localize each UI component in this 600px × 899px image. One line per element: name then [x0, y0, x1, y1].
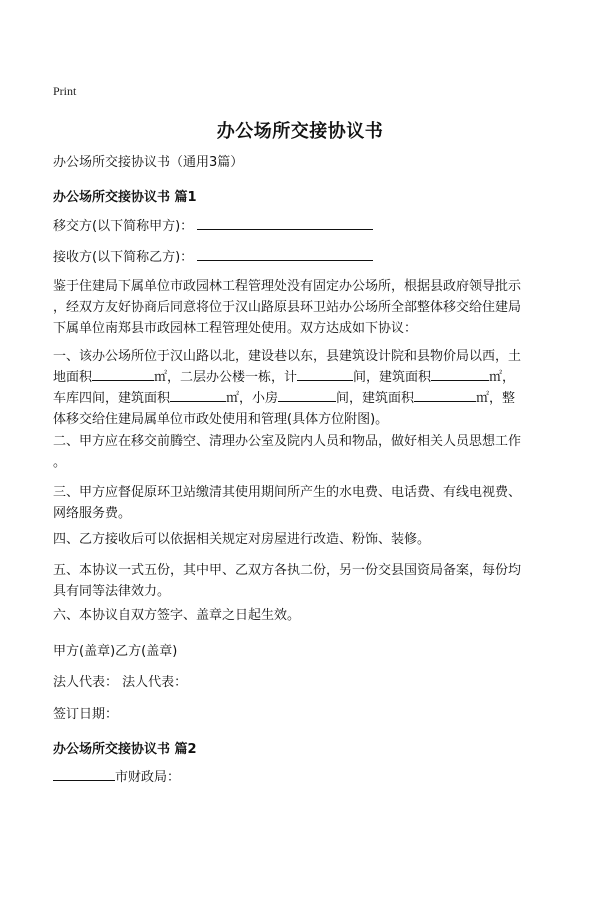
building-area-label: 间，建筑面积 [353, 370, 432, 385]
intro-line: ，经双方友好协商后同意将位于汉山路原县环卫站办公场所全部整体移交给住建局 [53, 300, 522, 315]
clause-3 [53, 482, 549, 524]
clause5-line: 五、本协议一式五份，其中甲、乙双方各执二份，另一份交县国资局备案，每份均 [53, 563, 522, 578]
unit-text: ㎡， [489, 370, 516, 385]
clause1-line: 体移交给住建局属单位市政处使用和管理(具体方位附图)。 [53, 412, 389, 427]
document-subtitle: 办公场所交接协议书（通用3篇） [53, 155, 244, 170]
legal-rep-line: 法人代表： 法人代表： [53, 675, 188, 690]
clause-2 [53, 431, 549, 473]
land-area-label: 地面积 [53, 370, 93, 385]
garage-area-blank[interactable] [170, 389, 226, 402]
transferor-blank[interactable] [197, 217, 373, 230]
intro-line: 下属单位南郑县市政园林工程管理处使用。双方达成如下协议： [53, 321, 418, 336]
section1-heading: 办公场所交接协议书 篇1 [53, 190, 197, 205]
clause-4: 四、乙方接收后可以依据相关规定对房屋进行改造、粉饰、装修。 [53, 532, 431, 547]
small-house-count-blank[interactable] [278, 389, 336, 402]
receiver-blank[interactable] [197, 248, 373, 261]
unit-text-2: ㎡，整 [476, 391, 516, 406]
clause1-line [53, 367, 549, 388]
seal-line: 甲方(盖章)乙方(盖章) [53, 644, 178, 659]
clause2-line: 二、甲方应在移交前腾空、清理办公室及院内人员和物品，做好相关人员思想工作 [53, 434, 522, 449]
clause3-line: 网络服务费。 [53, 506, 132, 521]
clause-1 [53, 346, 549, 430]
addressee-blank[interactable] [53, 768, 115, 781]
signing-date-line: 签订日期： [53, 707, 119, 722]
clause3-line: 三、甲方应督促原环卫站缴清其使用期间所产生的水电费、电话费、有线电视费、 [53, 485, 522, 500]
intro-paragraph [53, 276, 549, 339]
addressee-line [53, 767, 180, 788]
intro-line: 鉴于住建局下属单位市政园林工程管理处没有固定办公场所，根据县政府领导批示 [53, 279, 522, 294]
transferor-line [53, 216, 373, 237]
print-label[interactable]: Print [53, 84, 77, 98]
building-area-blank[interactable] [431, 368, 489, 381]
small-house-area-label: 间，建筑面积 [336, 391, 415, 406]
clause-5 [53, 560, 549, 602]
clause2-line: 。 [53, 455, 67, 470]
clause1-line: 一、该办公场所位于汉山路以北，建设巷以东，县建筑设计院和县物价局以西，土 [53, 349, 522, 364]
addressee-text: 市财政局： [115, 770, 181, 785]
document-title: 办公场所交接协议书 [216, 121, 384, 142]
clause1-line [53, 388, 549, 409]
small-house-area-blank[interactable] [414, 389, 476, 402]
garage-area-label: 车库四间，建筑面积 [53, 391, 171, 406]
clause-6: 六、本协议自双方签字、盖章之日起生效。 [53, 608, 301, 623]
section2-heading: 办公场所交接协议书 篇2 [53, 742, 197, 757]
rooms-count-blank[interactable] [297, 368, 353, 381]
receiver-line [53, 247, 373, 268]
transferor-label: 移交方(以下简称甲方)： [53, 219, 194, 234]
office-building-text: ㎡，二层办公楼一栋，计 [154, 370, 298, 385]
small-house-text: ㎡，小房 [226, 391, 279, 406]
receiver-label: 接收方(以下简称乙方)： [53, 250, 194, 265]
clause5-line: 具有同等法律效力。 [53, 584, 171, 599]
land-area-blank[interactable] [92, 368, 154, 381]
